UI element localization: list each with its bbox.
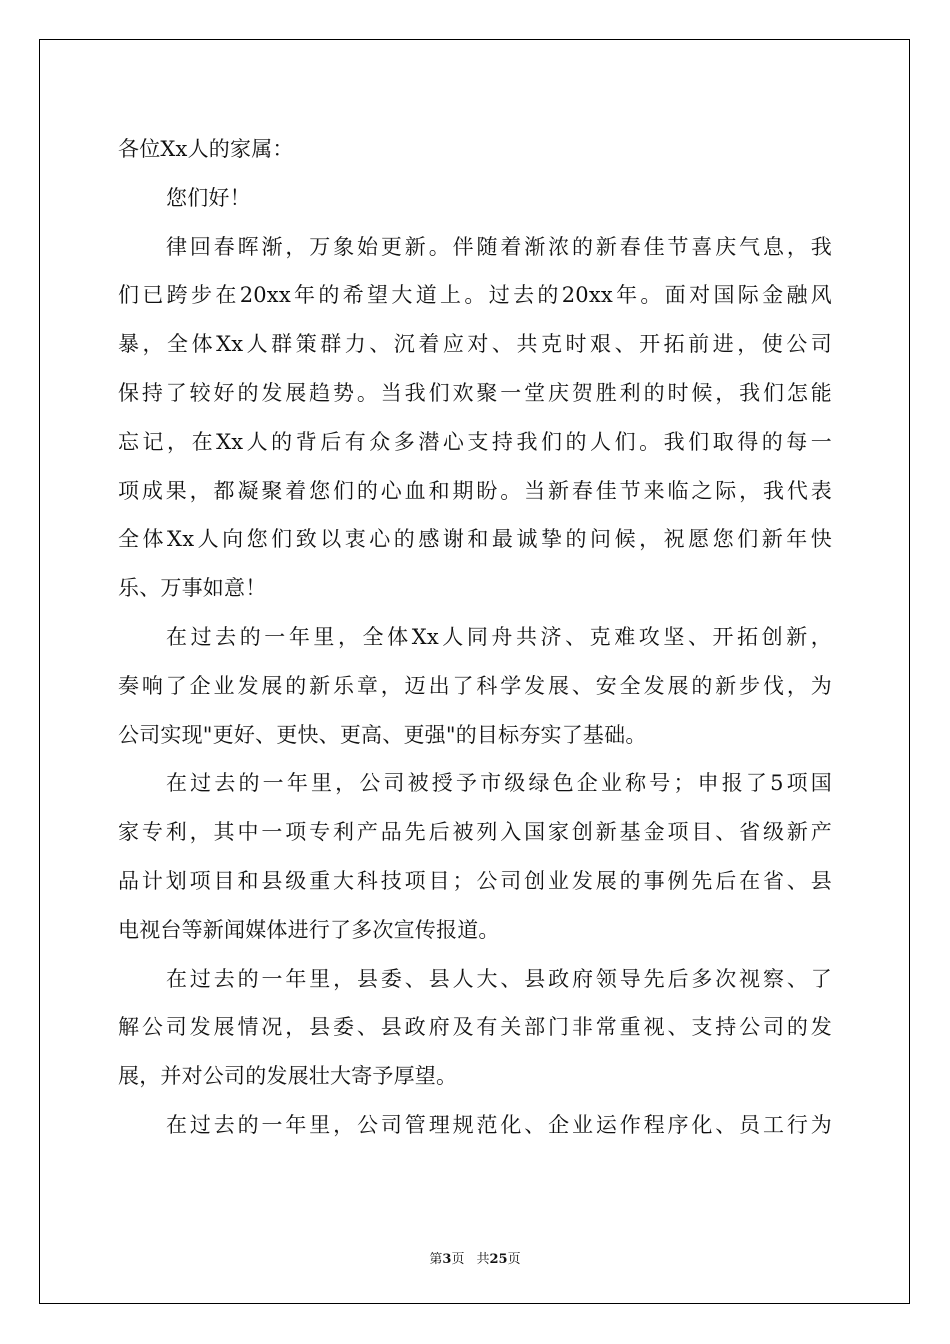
footer-page-prefix: 第 <box>429 1252 443 1267</box>
footer-total-suffix: 页 <box>507 1252 521 1267</box>
text-line: 品计划项目和县级重大科技项目；公司创业发展的事例先后在省、县 <box>118 868 832 893</box>
text-line: 们已跨步在20xx年的希望大道上。过去的20xx年。面对国际金融风 <box>118 283 832 308</box>
text-line: 在过去的一年里，公司被授予市级绿色企业称号；申报了5项国 <box>166 771 832 796</box>
text-line: 家专利，其中一项专利产品先后被列入国家创新基金项目、省级新产 <box>118 820 832 845</box>
text-line: 电视台等新闻媒体进行了多次宣传报道。 <box>118 917 500 942</box>
text-line: 在过去的一年里，全体Xx人同舟共济、克难攻坚、开拓创新， <box>166 624 832 649</box>
text-line: 全体Xx人向您们致以衷心的感谢和最诚挚的问候，祝愿您们新年快 <box>118 527 832 552</box>
text-line: 公司实现"更好、更快、更高、更强"的目标夯实了基础。 <box>118 722 647 747</box>
text-line: 在过去的一年里，县委、县人大、县政府领导先后多次视察、了 <box>166 966 832 991</box>
footer-page-suffix: 页 <box>451 1252 465 1267</box>
text-line: 暴，全体Xx人群策群力、沉着应对、共克时艰、开拓前进，使公司 <box>118 332 832 357</box>
page-footer <box>0 1248 950 1267</box>
text-line: 律回春晖渐，万象始更新。伴随着渐浓的新春佳节喜庆气息，我 <box>166 234 832 259</box>
text-line: 各位Xx人的家属： <box>118 137 294 161</box>
footer-total-prefix: 共 <box>476 1252 490 1267</box>
footer-page-number: 3 <box>442 1252 452 1267</box>
footer-total-pages: 25 <box>489 1252 508 1267</box>
text-line: 忘记，在Xx人的背后有众多潜心支持我们的人们。我们取得的每一 <box>118 429 832 454</box>
text-line: 在过去的一年里，公司管理规范化、企业运作程序化、员工行为 <box>166 1112 832 1137</box>
text-line: 奏响了企业发展的新乐章，迈出了科学发展、安全发展的新步伐，为 <box>118 673 832 698</box>
text-line: 您们好！ <box>166 185 251 210</box>
text-line: 解公司发展情况，县委、县政府及有关部门非常重视、支持公司的发 <box>118 1015 832 1040</box>
text-line: 项成果，都凝聚着您们的心血和期盼。当新春佳节来临之际，我代表 <box>118 478 832 503</box>
text-line: 展，并对公司的发展壮大寄予厚望。 <box>118 1064 458 1089</box>
document-body <box>118 125 832 1150</box>
text-line: 乐、万事如意！ <box>118 576 267 601</box>
text-line: 保持了较好的发展趋势。当我们欢聚一堂庆贺胜利的时候，我们怎能 <box>118 380 832 405</box>
